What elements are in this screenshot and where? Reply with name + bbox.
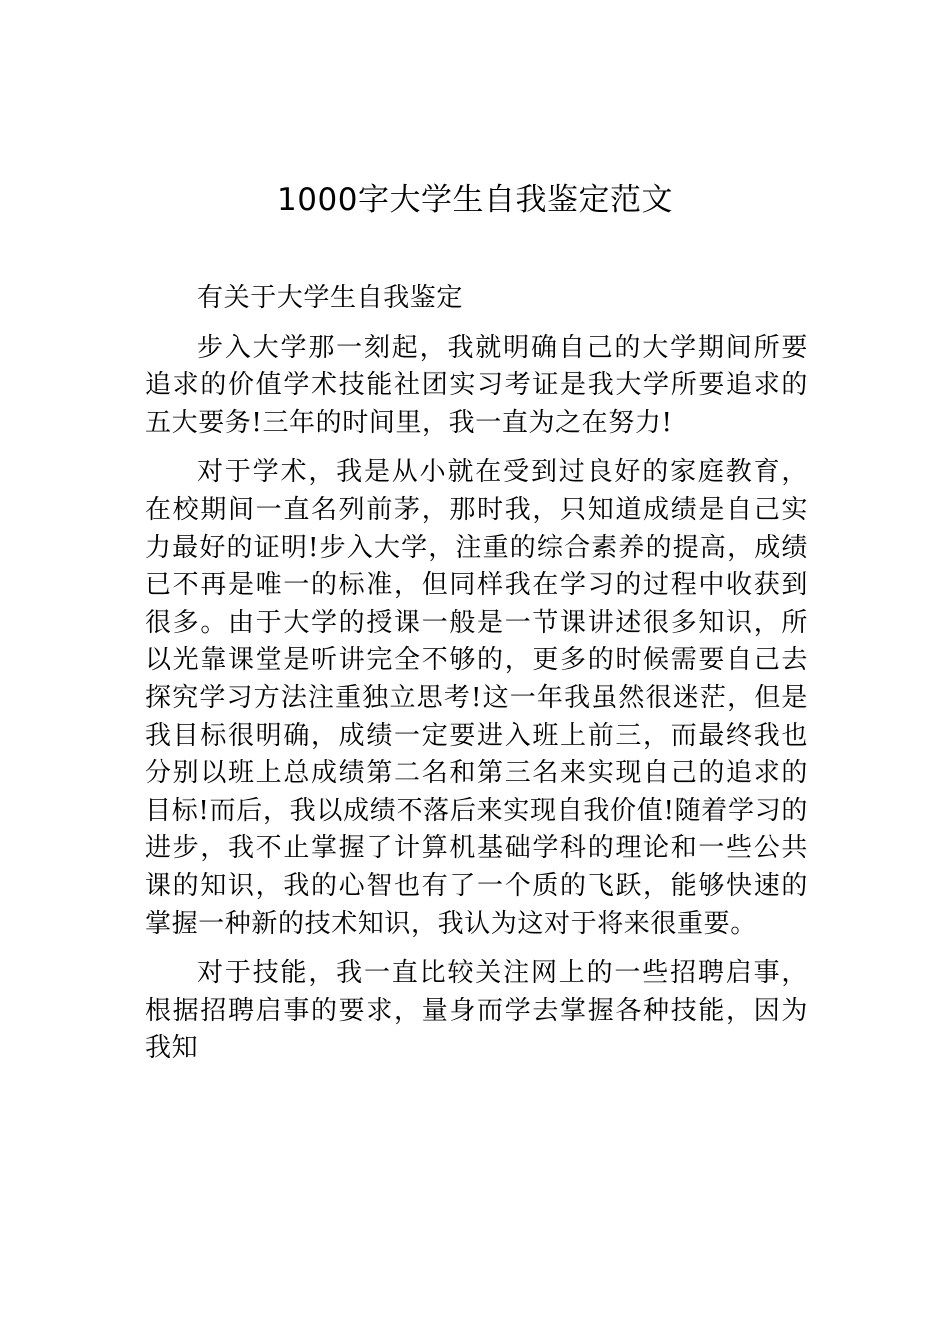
document-body (145, 280, 808, 1068)
paragraph-intro: 步入大学那一刻起，我就明确自己的大学期间所要追求的价值学术技能社团实习考证是我大学所要追求的五大要务!三年的时间里，我一直为之在努力! (145, 332, 808, 438)
paragraph-heading: 有关于大学生自我鉴定 (197, 283, 464, 313)
paragraph-skills: 对于技能，我一直比较关注网上的一些招聘启事，根据招聘启事的要求，量身而学去掌握各种技能，因为我知 (145, 958, 808, 1064)
paragraph-academics: 对于学术，我是从小就在受到过良好的家庭教育，在校期间一直名列前茅，那时我，只知道成绩是自己实力最好的证明!步入大学，注重的综合素养的提高，成绩已不再是唯一的标准，但同样我在学习的过程中收获到很多。由于大学的授课一般是一节课讲述很多知识，所以光靠课堂是听讲完全不够的，更多的时候需要自己去探究学习方法注重独立思考!这一年我虽然很迷茫，但是我目标很明确，成绩一定要进入班上前三，而最终我也分别以班上总成绩第二名和第三名来实现自己的追求的目标!而后，我以成绩不落后来实现自我价值!随着学习的进步，我不止掌握了计算机基础学科的理论和一些公共课的知识，我的心智也有了一个质的飞跃，能够快速的掌握一种新的技术知识，我认为这对于将来很重要。 (145, 457, 808, 939)
document-title: 1000字大学生自我鉴定范文 (277, 182, 673, 218)
